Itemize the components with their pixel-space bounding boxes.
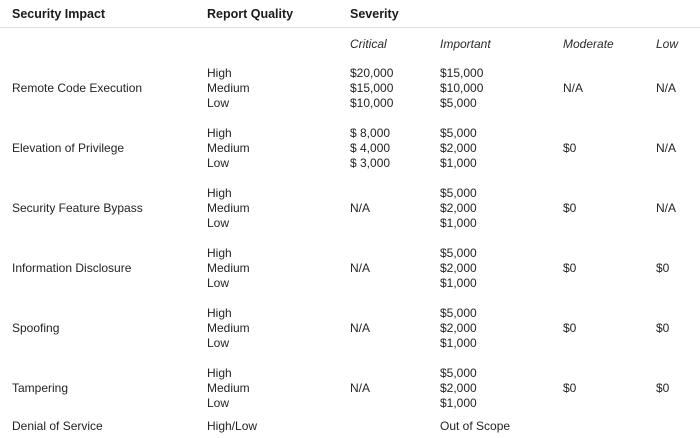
critical-value: N/A xyxy=(350,261,371,275)
table-row-information-disclosure xyxy=(0,246,700,291)
quality-levels: High Medium Low xyxy=(207,126,250,170)
low-value: $0 xyxy=(656,261,670,275)
impact-label: Information Disclosure xyxy=(12,261,132,275)
quality-levels: High Medium Low xyxy=(207,246,250,290)
impact-label: Denial of Service xyxy=(12,419,103,433)
impact-label: Spoofing xyxy=(12,321,60,335)
quality-levels: High Medium Low xyxy=(207,366,250,410)
table-row-security-feature-bypass xyxy=(0,186,700,231)
important-values: $5,000 $2,000 $1,000 xyxy=(440,186,477,230)
critical-value: N/A xyxy=(350,201,371,215)
quality-value: High/Low xyxy=(207,419,258,433)
low-value: N/A xyxy=(656,201,677,215)
table-row-denial-of-service xyxy=(0,419,700,434)
important-values: $5,000 $2,000 $1,000 xyxy=(440,246,477,290)
subheader-critical: Critical xyxy=(350,37,387,51)
table-header-row xyxy=(0,0,700,22)
impact-label: Remote Code Execution xyxy=(12,81,143,95)
low-value: N/A xyxy=(656,81,677,95)
important-values: $5,000 $2,000 $1,000 xyxy=(440,306,477,350)
subheader-low: Low xyxy=(656,37,679,51)
subheader-moderate: Moderate xyxy=(563,37,614,51)
header-security-impact: Security Impact xyxy=(12,7,106,21)
important-values: $5,000 $2,000 $1,000 xyxy=(440,366,477,410)
impact-label: Elevation of Privilege xyxy=(12,141,125,155)
header-report-quality: Report Quality xyxy=(207,7,294,21)
moderate-value: $0 xyxy=(563,381,577,395)
moderate-value: N/A xyxy=(563,81,584,95)
header-severity: Severity xyxy=(350,7,399,21)
moderate-value: $0 xyxy=(563,321,577,335)
impact-label: Security Feature Bypass xyxy=(12,201,143,215)
quality-levels: High Medium Low xyxy=(207,66,250,110)
impact-label: Tampering xyxy=(12,381,69,395)
critical-values: $20,000 $15,000 $10,000 xyxy=(350,66,394,110)
out-of-scope-value: Out of Scope xyxy=(440,419,511,433)
important-values: $5,000 $2,000 $1,000 xyxy=(440,126,477,170)
low-value: $0 xyxy=(656,321,670,335)
critical-values: $ 8,000 $ 4,000 $ 3,000 xyxy=(350,126,391,170)
table-row-tampering xyxy=(0,366,700,411)
quality-levels: High Medium Low xyxy=(207,186,250,230)
severity-subheader-row xyxy=(0,37,700,52)
low-value: N/A xyxy=(656,141,677,155)
header-divider xyxy=(0,27,700,28)
critical-value: N/A xyxy=(350,381,371,395)
low-value: $0 xyxy=(656,381,670,395)
critical-value: N/A xyxy=(350,321,371,335)
table-row-remote-code-execution xyxy=(0,66,700,111)
important-values: $15,000 $10,000 $5,000 xyxy=(440,66,484,110)
moderate-value: $0 xyxy=(563,141,577,155)
table-row-spoofing xyxy=(0,306,700,351)
moderate-value: $0 xyxy=(563,261,577,275)
quality-levels: High Medium Low xyxy=(207,306,250,350)
subheader-important: Important xyxy=(440,37,491,51)
moderate-value: $0 xyxy=(563,201,577,215)
table-row-elevation-of-privilege xyxy=(0,126,700,171)
